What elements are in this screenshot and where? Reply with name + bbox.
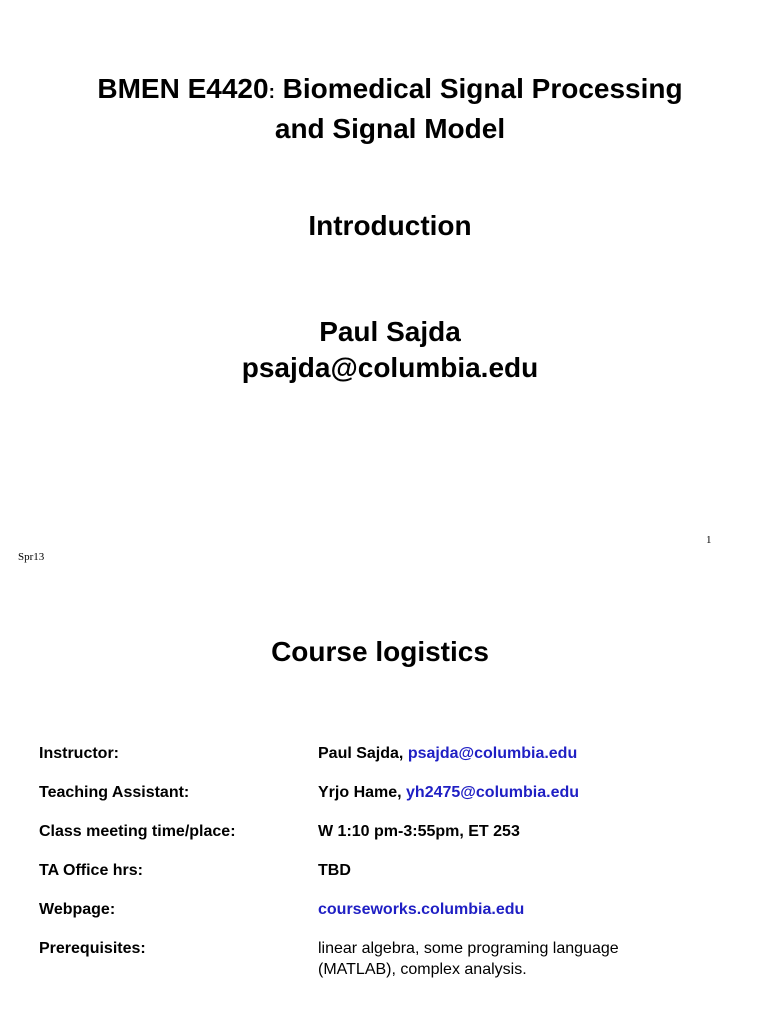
- footer-label: Spr13: [18, 551, 45, 563]
- row-instructor: [39, 743, 759, 782]
- row-prerequisites: [39, 938, 759, 980]
- label-instructor: Instructor:: [39, 745, 119, 762]
- webpage-link[interactable]: courseworks.columbia.edu: [318, 901, 525, 918]
- label-class-meeting: Class meeting time/place:: [39, 823, 236, 840]
- value-instructor: [318, 743, 738, 764]
- title-colon: :: [268, 82, 275, 103]
- slide-2-title: Course logistics: [271, 636, 489, 667]
- label-prerequisites: Prerequisites:: [39, 940, 146, 957]
- row-class-meeting: [39, 821, 759, 860]
- prerequisites-line-2: (MATLAB), complex analysis.: [318, 961, 527, 978]
- author-block: [0, 314, 768, 386]
- subtitle: Introduction: [308, 210, 472, 241]
- author-email: psajda@columbia.edu: [241, 352, 539, 383]
- slide-2: [0, 590, 768, 1024]
- course-code: BMEN E4420: [97, 73, 269, 104]
- row-webpage: [39, 899, 759, 938]
- author-name: Paul Sajda: [319, 316, 461, 347]
- value-class-meeting: W 1:10 pm-3:55pm, ET 253: [318, 823, 520, 840]
- value-prerequisites: [318, 938, 738, 980]
- row-ta-office-hrs: [39, 860, 759, 899]
- instructor-name: Paul Sajda,: [318, 745, 408, 762]
- instructor-email-link[interactable]: psajda@columbia.edu: [407, 745, 578, 762]
- row-ta: [39, 782, 759, 821]
- label-webpage: Webpage:: [39, 901, 116, 918]
- page-number: 1: [706, 534, 712, 546]
- prerequisites-line-1: linear algebra, some programing language: [318, 940, 619, 957]
- title-line-2: and Signal Model: [274, 113, 506, 144]
- title-line-1: [0, 71, 768, 111]
- slide-1-title: [0, 71, 768, 147]
- title-rest: Biomedical Signal Processing: [274, 73, 683, 104]
- value-ta-office-hrs: TBD: [318, 862, 351, 879]
- label-ta-office-hrs: TA Office hrs:: [39, 862, 144, 879]
- logistics-table: [39, 743, 759, 980]
- value-ta: [318, 782, 738, 803]
- label-ta: Teaching Assistant:: [39, 784, 190, 801]
- ta-name: Yrjo Hame,: [318, 784, 407, 801]
- ta-email-link[interactable]: yh2475@columbia.edu: [406, 784, 580, 801]
